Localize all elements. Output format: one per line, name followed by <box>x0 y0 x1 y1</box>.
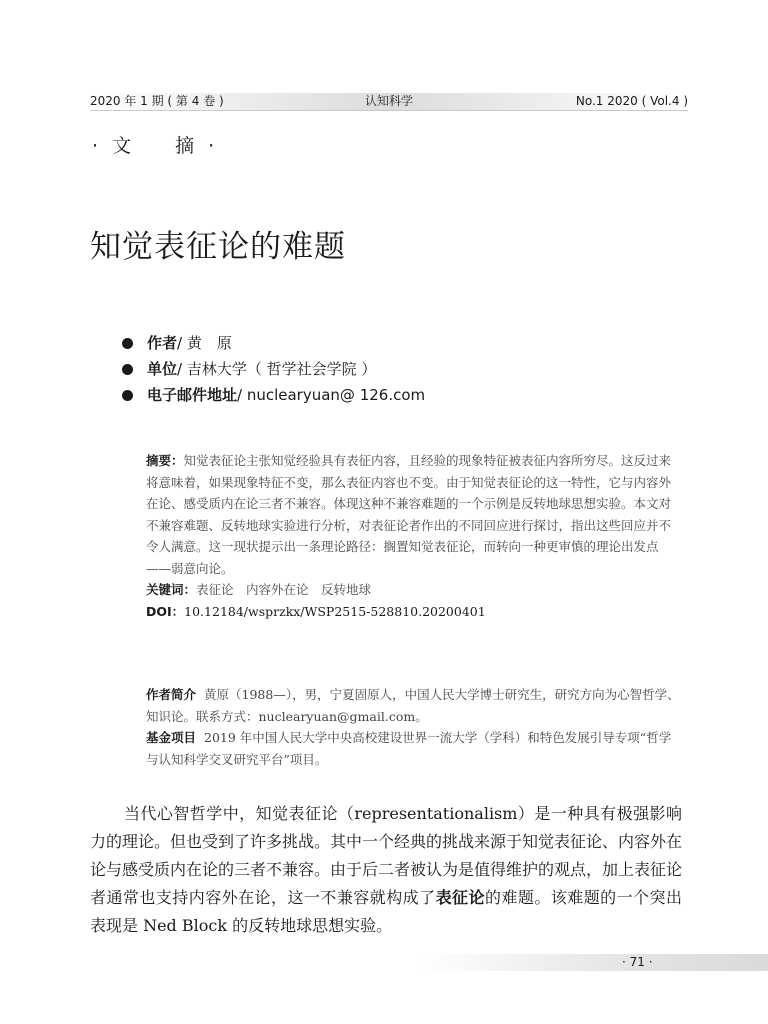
email-item <box>122 382 425 408</box>
author-label: 作者 <box>147 334 178 352</box>
page-number: · 71 · <box>622 955 653 969</box>
unit-value: / 吉林大学（ 哲学社会学院 ） <box>177 360 377 378</box>
doi-label: DOI： <box>146 603 185 619</box>
fund-label: 基金项目 <box>146 730 197 745</box>
abstract-label: 摘要： <box>146 453 184 468</box>
body-paragraph <box>90 800 682 940</box>
running-header <box>90 93 688 111</box>
author-item <box>122 330 425 356</box>
unit-item <box>122 356 425 382</box>
fund-info <box>146 727 681 770</box>
column-dot-right: · <box>208 135 219 157</box>
author-value: / 黄 原 <box>177 334 232 352</box>
journal-name: 认知科学 <box>364 94 413 108</box>
footer-band <box>420 954 768 971</box>
bio-label: 作者简介 <box>146 687 197 702</box>
issue-info-english: No.1 2020 ( Vol.4 ) <box>575 94 688 108</box>
author-info-block <box>146 684 681 770</box>
column-char-1: 文 <box>112 135 136 157</box>
abstract-block <box>146 450 681 622</box>
bullet-icon <box>122 364 133 375</box>
keywords-text: 表征论 内容外在论 反转地球 <box>196 582 372 597</box>
doi-line <box>146 601 681 623</box>
column-label <box>92 131 218 158</box>
fund-text: 2019 年中国人民大学中央高校建设世界一流大学（学科）和特色发展引导专项“哲学与认知科学交叉研究平台”项目。 <box>146 730 672 767</box>
bullet-icon <box>122 390 133 401</box>
email-value: / nuclearyuan@ 126.com <box>237 386 426 404</box>
keywords-label: 关键词： <box>146 582 197 597</box>
doi-value: 10.12184/wsprzkx/WSP2515-528810.20200401 <box>184 603 486 619</box>
author-meta-list <box>122 330 425 408</box>
unit-label: 单位 <box>147 360 178 378</box>
issue-info: 2020 年 1 期 ( 第 4 卷 ) <box>90 94 224 108</box>
email-label: 电子邮件地址 <box>147 386 238 404</box>
column-dot-left: · <box>92 135 103 157</box>
bullet-icon <box>122 338 133 349</box>
article-title: 知觉表征论的难题 <box>90 229 346 265</box>
body-text-part-2: 的难题。该难题的一个突出表现是 Ned Block 的反转地球思想实验。 <box>90 888 682 935</box>
abstract-paragraph <box>146 450 681 579</box>
keywords-line <box>146 579 681 601</box>
bio-text: 黄原（1988—），男，宁夏固原人，中国人民大学博士研究生，研究方向为心智哲学、知识论。联系方式：nuclearyuan@gmail.com。 <box>146 687 680 724</box>
body-text-bold: 表征论 <box>435 888 485 907</box>
body-text-part-1: 当代心智哲学中，知觉表征论（representationalism）是一种具有极强影响力的理论。但也受到了许多挑战。其中一个经典的挑战来源于知觉表征论、内容外在论与感受质内在论的三者不兼容。由于后二者被认为是值得维护的观点，加上表征论者通常也支持内容外在论，这一不兼容就构成了 <box>90 804 683 907</box>
abstract-text: 知觉表征论主张知觉经验具有表征内容，且经验的现象特征被表征内容所穷尽。这反过来将意味着，如果现象特征不变，那么表征内容也不变。由于知觉表征论的这一特性，它与内容外在论、感受质内在论三者不兼容。体现这种不兼容难题的一个示例是反转地球思想实验。本文对不兼容难题、反转地球实验进行分析，对表征论者作出的不同回应进行探讨，指出这些回应并不令人满意。这一现状提示出一条理论路径：搁置知觉表征论，而转向一种更审慎的理论出发点——弱意向论。 <box>146 453 672 576</box>
column-char-2: 摘 <box>175 135 199 157</box>
author-bio <box>146 684 681 727</box>
